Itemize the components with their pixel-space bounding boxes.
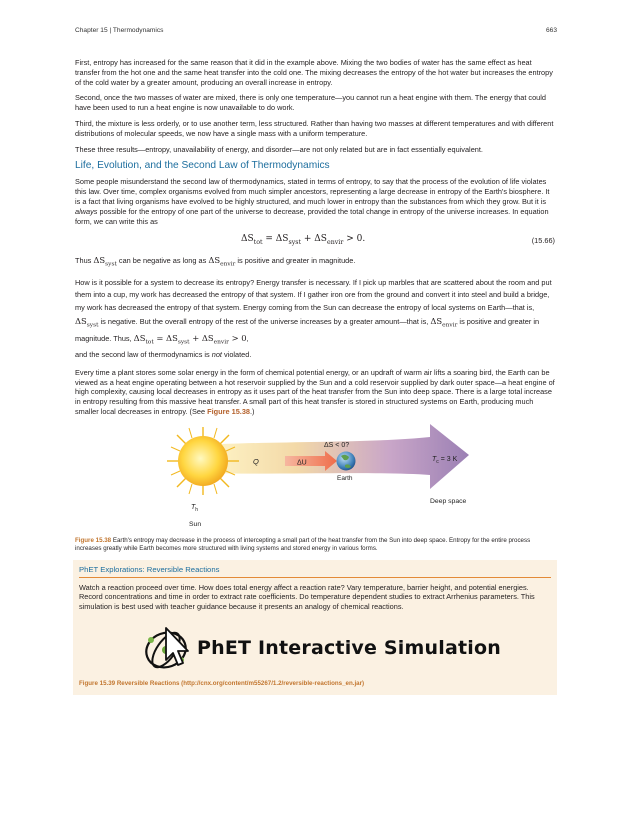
section-heading: Life, Evolution, and the Second Law of Thermodynamics: [75, 160, 330, 172]
page-content: [75, 58, 555, 695]
equation-number: (15.66): [531, 236, 555, 246]
figure-15-38-caption: Figure 15.38 Earth's entropy may decrease in the process of intercepting a small part of the heat transfer from the Sun into deep space. Entropy for the entire process increases greatly while Earth becomes more structured with living systems and stored energy in various forms.: [75, 536, 531, 553]
deep-space-label: Deep space: [430, 497, 467, 505]
paragraph-less-orderly: Third, the mixture is less orderly, or to use another term, less structured. Rather than having two masses at different temperatures and with different distributions of molecular speeds, we now have a single mass with a uniform temperature.: [75, 118, 554, 138]
page-number: 663: [545, 27, 557, 34]
delta-u-label: ΔU: [297, 459, 307, 467]
paragraph-misunderstand: [75, 177, 555, 226]
math-delta-s-syst: $\Delta S_{syst}$: [93, 255, 117, 269]
sun-earth-diagram: [75, 423, 555, 533]
equation-15-66: [75, 232, 555, 250]
phet-explorations-box: [73, 560, 557, 695]
paragraph-single-temperature: Second, once the two masses of water are mixed, there is only one temperature—you cannot run a heat engine with them. The energy that could have been used to run a heat engine is now unavailable to do work.: [75, 93, 546, 113]
paragraph-how-possible: How is it possible for a system to decrease its entropy? Energy transfer is necessary. If I pick up marbles that are scattered about the room and put them into a cup, my work has decreased the entropy of that system. If I gather iron ore from the ground and convert it into steel and build a bridge, my work has decreased the entropy of that system. Energy coming from the Sun can decrease the entropy of local systems on Earth—that is, $\Delta S_{syst}$ is negative. But the overall entropy of the rest of the universe increases by a greater amount—that is, $\Delta S_{envir}$ is positive and greater in magnitude. Thus, $\Delta S_{tot} = \Delta S_{syst} + \Delta S_{envir} > 0$, and the second law of thermodynamics is not violated.: [75, 277, 552, 360]
earth-label: Earth: [337, 474, 353, 482]
running-header: Chapter 15 | Thermodynamics: [75, 27, 164, 34]
earth-graphic: [337, 451, 356, 470]
figure-15-38: [75, 423, 555, 533]
th-label: $T_h$: [191, 503, 199, 513]
intro-emphasis: always: [75, 206, 98, 216]
paragraph-plant: Every time a plant stores some solar energy in the form of chemical potential energy, or an updraft of warm air lifts a soaring bird, the Earth can be viewed as a heat engine operating between a hot reservoir supplied by the Sun and a cold reservoir supplied by dark outer space—a heat engine of high complexity, causing local decreases in entropy as it uses part of the heat transfer from the Sun into deep space. There is a large total increase in entropy resulting from this massive heat transfer. A small part of this heat transfer is stored in structured systems on Earth, producing much smaller local decreases in entropy. (See Figure 15.38.): [75, 367, 555, 416]
phet-title: PhET Explorations: Reversible Reactions: [79, 564, 551, 578]
phet-description: Watch a reaction proceed over time. How does total energy affect a reaction rate? Vary temperature, barrier height, and potential energies. Record concentrations and time in order to extract rate coefficients. Do temperature dependent studies to extract Arrhenius parameters. This simulation is best used with teacher guidance because it presents an analogy of chemical reactions.: [79, 582, 535, 612]
math-delta-s-envir: $\Delta S_{envir}$: [208, 255, 236, 269]
phet-logo-text: PhET Interactive Simulation: [197, 636, 501, 659]
intro-text-b: possible for the entropy of one part of the universe to decrease, provided the total change in entropy of the universe increases. In equation form, we can write this as: [75, 206, 549, 226]
heat-flow-arrow: [203, 424, 469, 489]
phet-cursor-icon: [139, 620, 199, 680]
q-label: Q: [253, 456, 259, 466]
sun-label: Sun: [189, 520, 202, 528]
figure-15-38-link[interactable]: Figure 15.38: [207, 406, 250, 416]
intro-text-a: Some people misunderstand the second law of thermodynamics, stated in terms of entropy, to say that the process of the evolution of life violates this law. Over time, complex organisms evolved from much simpler ancestors, representing a large decrease in entropy of the Earth's biosphere. It is a fact that living organisms have evolved to be highly structured, and much lower in entropy than the substances from which they grow. But it is: [75, 177, 550, 206]
equation-expression: $\Delta S_{tot} = \Delta S_{syst} + \Delta S_{envir} > 0$.: [241, 234, 366, 247]
tc-label: $T_c = 3$ K: [432, 455, 458, 465]
paragraph-thus: Thus $\Delta S_{syst}$ can be negative as long as $\Delta S_{envir}$ is positive and greater in magnitude.: [75, 255, 356, 269]
sun-graphic: [178, 436, 228, 486]
paragraph-three-results: These three results—entropy, unavailability of energy, and disorder—are not only related but are in fact essentially equivalent.: [75, 144, 483, 154]
paragraph-entropy-increase: First, entropy has increased for the same reason that it did in the example above. Mixing the two bodies of water has the same effect as heat transfer from the hot one and the same heat transfer into the cold one. The mixing decreases the entropy of the hot water but increases the entropy of the cold water by a greater amount, producing an overall increase in entropy.: [75, 58, 553, 87]
phet-simulation-link[interactable]: [79, 618, 551, 678]
figure-15-39-caption[interactable]: Figure 15.39 Reversible Reactions (http://cnx.org/content/m55267/1.2/reversible-reactions_en.jar): [79, 679, 365, 687]
delta-s-label: ΔS < 0?: [324, 441, 350, 449]
